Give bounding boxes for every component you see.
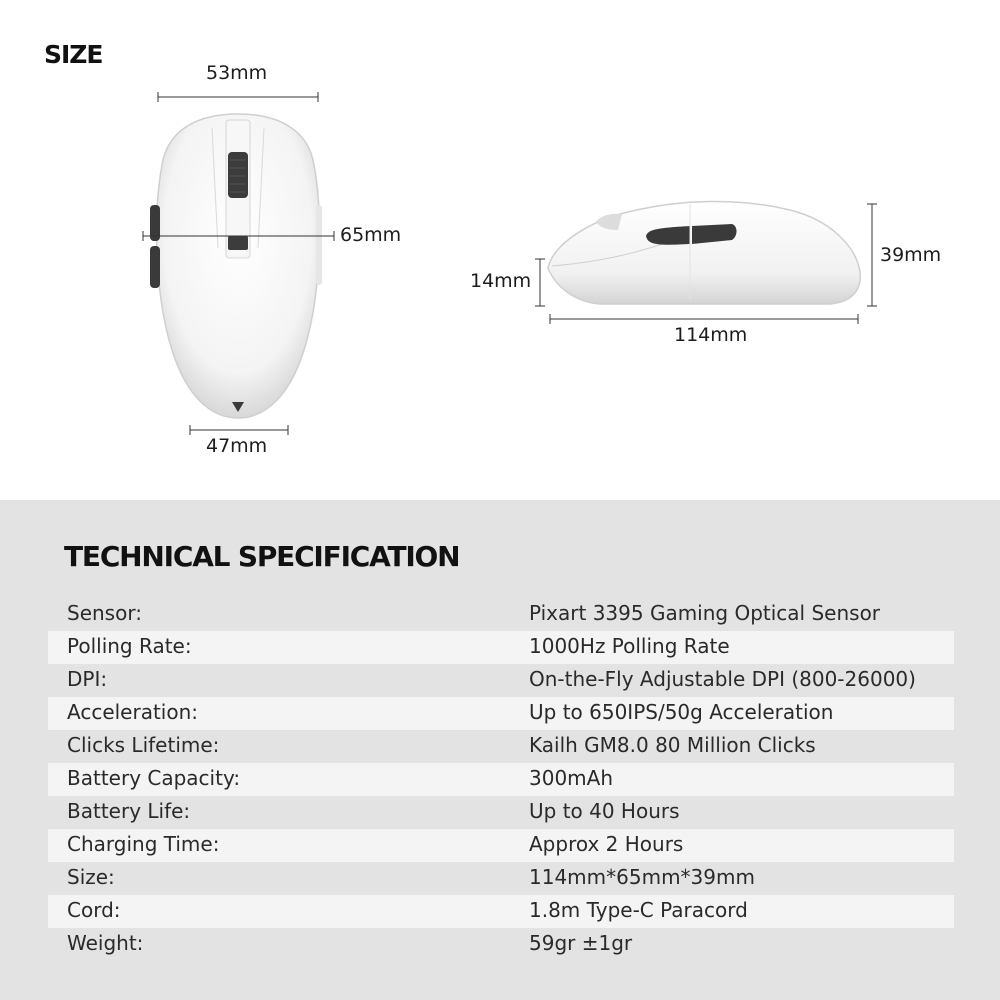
spec-row xyxy=(48,862,954,895)
spec-value: 1.8m Type-C Paracord xyxy=(529,898,748,922)
spec-key: Weight: xyxy=(67,931,144,955)
spec-value: 114mm*65mm*39mm xyxy=(529,865,755,889)
spec-row xyxy=(48,664,954,697)
spec-value: Pixart 3395 Gaming Optical Sensor xyxy=(529,601,881,625)
spec-key: Polling Rate: xyxy=(67,634,192,658)
spec-key: Size: xyxy=(67,865,115,889)
dimension-label-width-bottom: 47mm xyxy=(206,435,268,457)
spec-value: 1000Hz Polling Rate xyxy=(529,634,730,658)
spec-row xyxy=(48,697,954,730)
spec-value: Approx 2 Hours xyxy=(529,832,684,856)
spec-row xyxy=(48,730,954,763)
size-title: SIZE xyxy=(44,40,103,69)
mouse-side-view xyxy=(548,201,860,304)
dimension-label-width-top: 53mm xyxy=(206,62,268,84)
spec-key: Battery Life: xyxy=(67,799,191,823)
spec-row xyxy=(48,598,954,631)
spec-key: Battery Capacity: xyxy=(67,766,241,790)
spec-key: Charging Time: xyxy=(67,832,220,856)
spec-title: TECHNICAL SPECIFICATION xyxy=(64,540,460,573)
spec-key: Acceleration: xyxy=(67,700,199,724)
spec-value: Up to 650IPS/50g Acceleration xyxy=(529,700,834,724)
spec-row xyxy=(48,631,954,664)
spec-row xyxy=(48,763,954,796)
spec-value: 59gr ±1gr xyxy=(529,931,633,955)
mouse-top-view xyxy=(150,114,322,418)
dimension-label-height: 39mm xyxy=(880,244,942,266)
spec-key: DPI: xyxy=(67,667,108,691)
spec-row xyxy=(48,928,954,961)
dimension-label-length: 114mm xyxy=(674,324,748,346)
spec-key: Sensor: xyxy=(67,601,142,625)
spec-key: Clicks Lifetime: xyxy=(67,733,220,757)
spec-value: Up to 40 Hours xyxy=(529,799,680,823)
spec-row xyxy=(48,796,954,829)
dimension-label-width-mid: 65mm xyxy=(340,224,402,246)
spec-value: On-the-Fly Adjustable DPI (800-26000) xyxy=(529,667,916,691)
spec-value: 300mAh xyxy=(529,766,614,790)
dimension-label-front-height: 14mm xyxy=(470,270,532,292)
spec-key: Cord: xyxy=(67,898,121,922)
spec-table xyxy=(48,598,954,961)
spec-value: Kailh GM8.0 80 Million Clicks xyxy=(529,733,816,757)
spec-row xyxy=(48,895,954,928)
spec-row xyxy=(48,829,954,862)
